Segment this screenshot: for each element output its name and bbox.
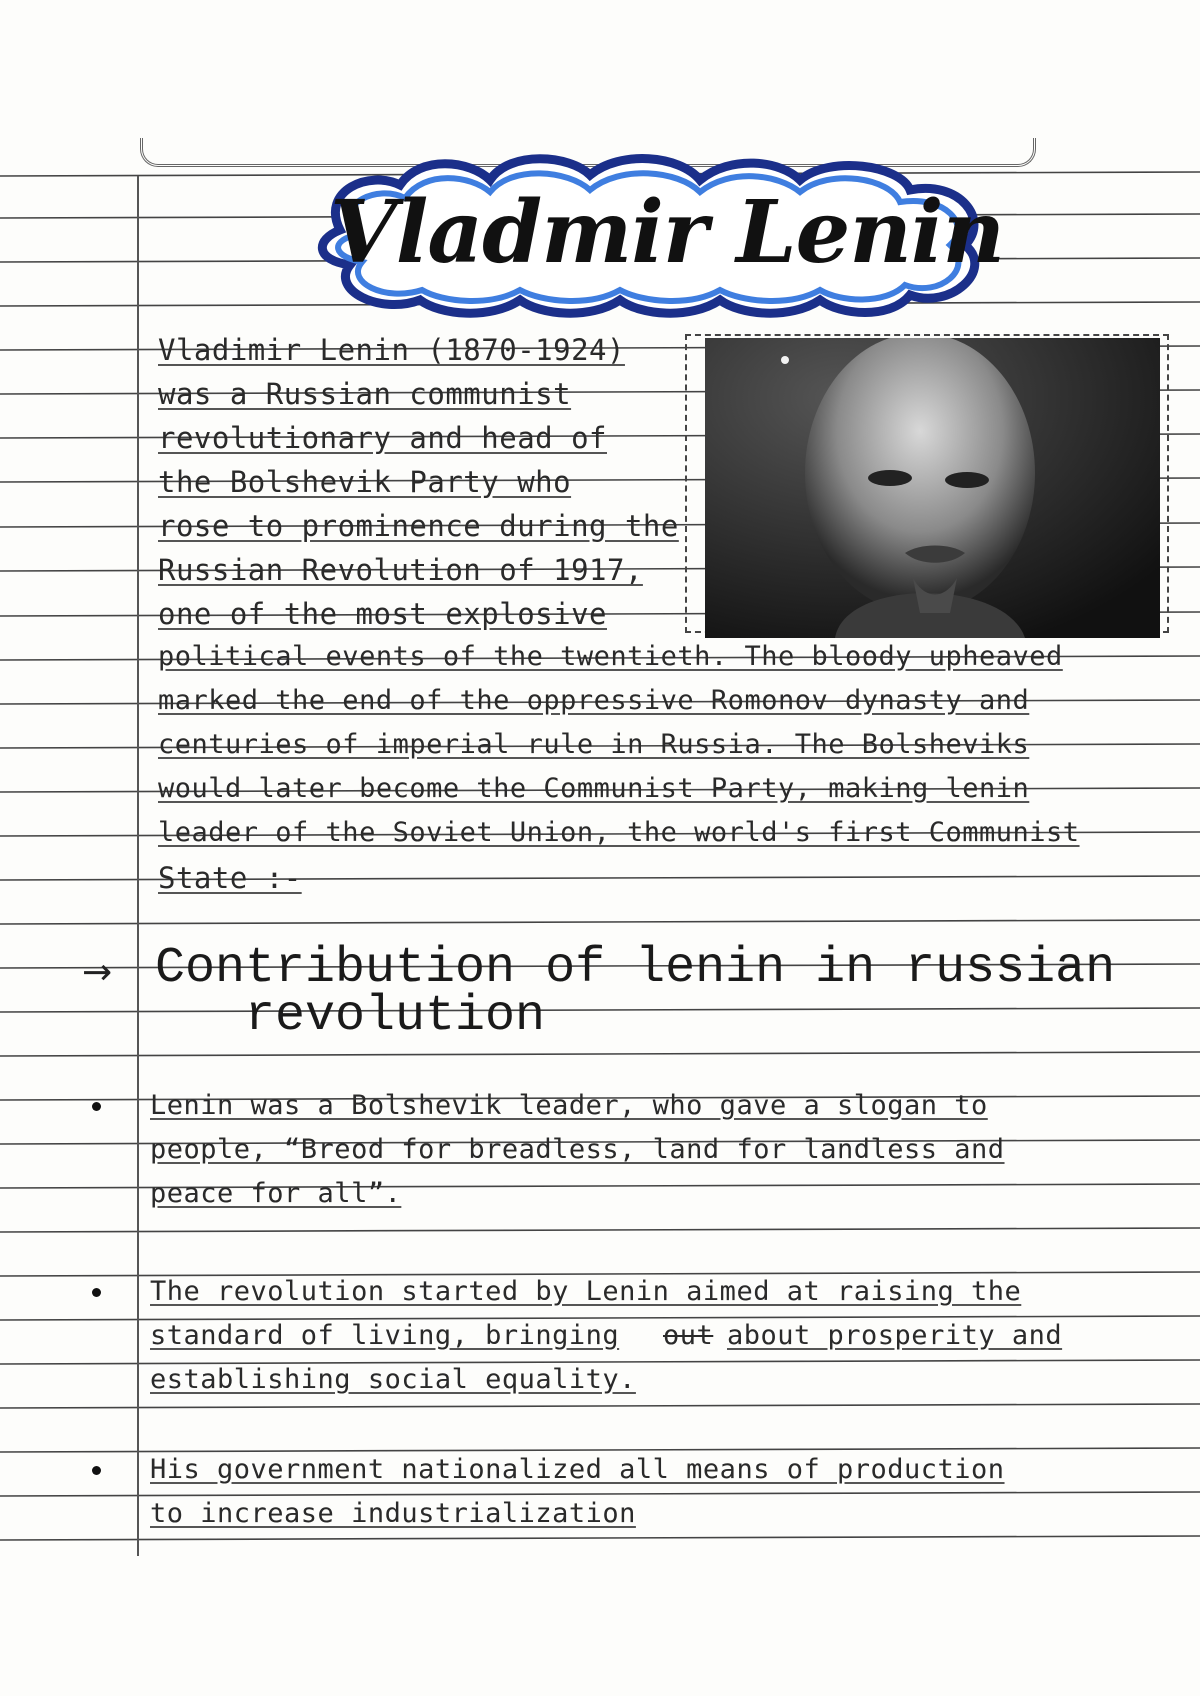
intro-line: Vladimir Lenin (1870-1924): [158, 333, 625, 367]
intro-line: political events of the twentieth. The bloody upheaved: [158, 641, 1063, 672]
bullet-text-line: about prosperity and: [727, 1320, 1063, 1351]
section-heading-line1: Contribution of lenin in russian: [155, 940, 1116, 997]
intro-line: rose to prominence during the: [158, 509, 679, 543]
lenin-portrait-photo: [705, 338, 1160, 638]
intro-line: one of the most explosive: [158, 597, 607, 631]
intro-line: was a Russian communist: [158, 377, 572, 411]
intro-line: State :-: [158, 861, 302, 895]
margin-line: [137, 176, 139, 1556]
bullet-text-line: standard of living, bringing: [150, 1320, 620, 1351]
arrow-icon: →: [82, 952, 113, 993]
bullet-text-line: The revolution started by Lenin aimed at raising the: [150, 1276, 1022, 1307]
struck-word: out: [663, 1320, 714, 1351]
portrait-drawing: [705, 338, 1160, 638]
bullet-text-line: to increase industrialization: [150, 1498, 636, 1529]
bullet-dot: [92, 1288, 101, 1297]
bullet-text-line: His government nationalized all means of production: [150, 1454, 1005, 1485]
intro-line: the Bolshevik Party who: [158, 465, 572, 499]
page-title: Vladmir Lenin: [330, 182, 1005, 283]
intro-line: revolutionary and head of: [158, 421, 607, 455]
intro-line: would later become the Communist Party, making lenin: [158, 773, 1030, 804]
intro-line: centuries of imperial rule in Russia. The Bolsheviks: [158, 729, 1030, 760]
bullet-dot: [92, 1102, 101, 1111]
bullet-text-line: establishing social equality.: [150, 1364, 636, 1395]
intro-line: leader of the Soviet Union, the world's first Communist: [158, 817, 1080, 848]
bullet-text-line: peace for all”.: [150, 1178, 402, 1209]
intro-line: marked the end of the oppressive Romonov dynasty and: [158, 685, 1030, 716]
bullet-text-line: people, “Breod for breadless, land for landless and: [150, 1134, 1005, 1165]
intro-line: Russian Revolution of 1917,: [158, 553, 643, 587]
section-heading-line2: revolution: [245, 988, 546, 1045]
bullet-dot: [92, 1466, 101, 1475]
bullet-text-line: Lenin was a Bolshevik leader, who gave a slogan to: [150, 1090, 988, 1121]
